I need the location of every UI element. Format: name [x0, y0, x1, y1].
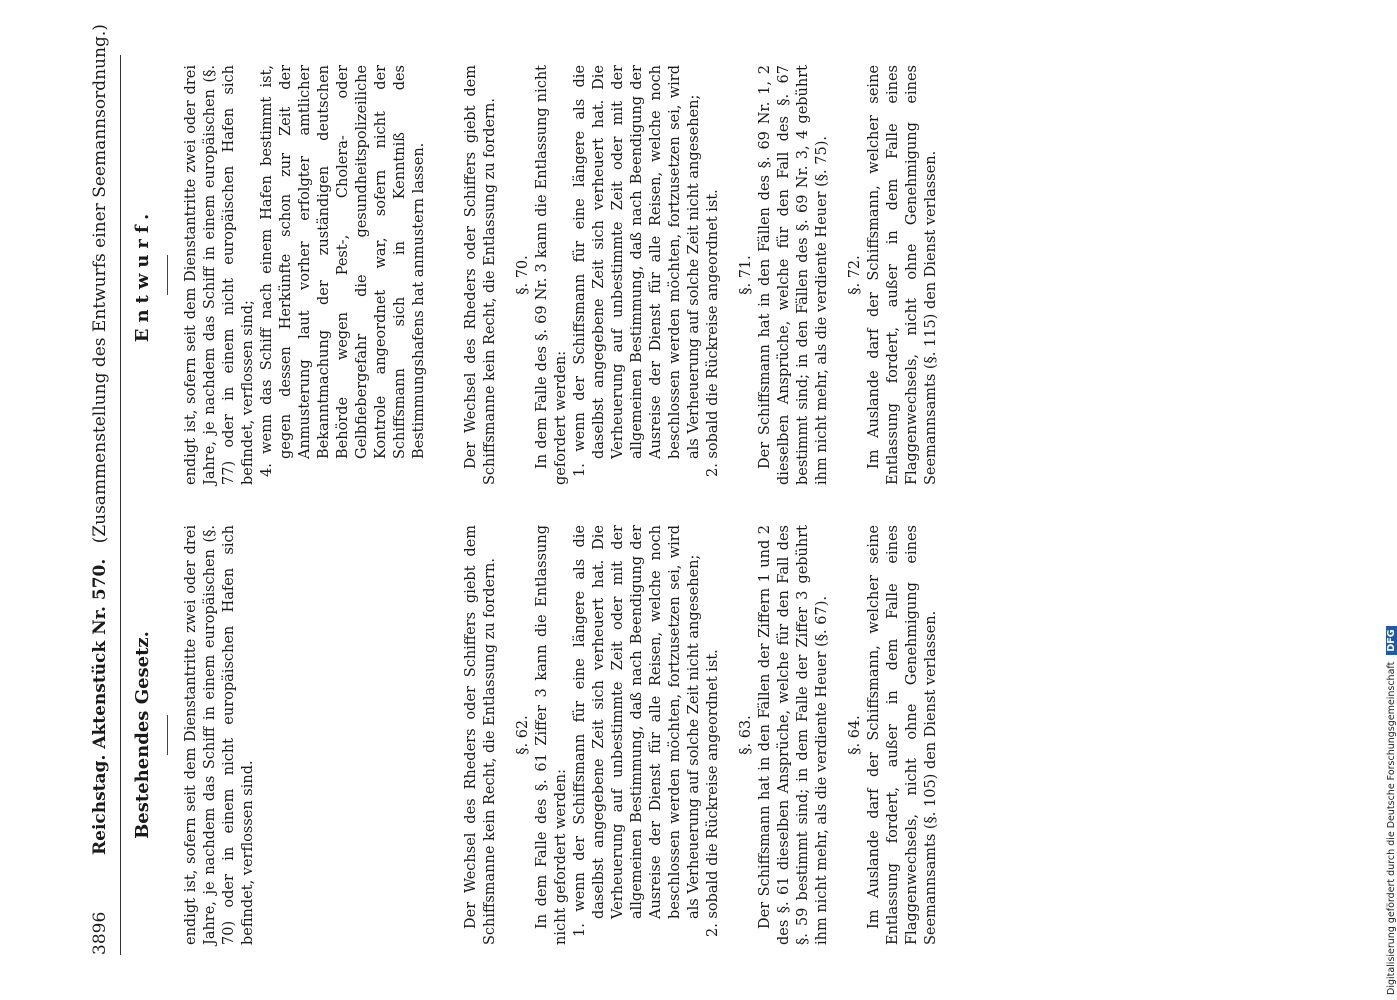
heading-divider	[167, 715, 168, 755]
left-column-lower	[462, 525, 941, 945]
page-header	[88, 24, 118, 955]
left-para-2: Der Wechsel des Rheders oder Schiffers giebt dem Schiffsmanne kein Recht, die Entlassung zu fordern.	[463, 525, 498, 945]
section-72-heading: §. 72.	[847, 255, 863, 295]
section-62-heading: §. 62.	[515, 715, 531, 755]
section-64-text: Im Auslande darf der Schiffsmann, welcher seine Entlassung fordert, außer in dem Falle eines Flaggenwechsels, nicht ohne Genehmigung eines Seemannsamts (§. 105) den Dienst verlassen.	[866, 525, 939, 945]
section-63-heading: §. 63.	[738, 715, 754, 755]
left-column-current-law	[132, 525, 258, 945]
dfg-logo: DFG	[1386, 626, 1397, 654]
digitization-credit	[1386, 626, 1397, 995]
credit-text: Digitalisierung gefördert durch die Deutsche Forschungsgemeinschaft	[1386, 661, 1397, 995]
running-title	[90, 24, 110, 855]
header-rule	[120, 55, 121, 955]
right-column-heading: Entwurf.	[132, 207, 153, 343]
section-72-text: Im Auslande darf der Schiffsmann, welcher seine Entlassung fordert, außer in dem Falle eines Flaggenwechsels, nicht ohne Genehmigung eines Seemannsamts (§. 115) den Dienst verlassen.	[866, 65, 939, 485]
right-para-1: endigt ist, sofern seit dem Dienstantritte zwei oder drei Jahre, je nachdem das Schiff in einem europäischen (§. 77) oder in einem nicht europäischen Hafen sich befindet, verflossen sind;	[183, 65, 256, 485]
section-71-heading: §. 71.	[738, 255, 754, 295]
running-title-bold: Reichstag. Aktenstück Nr. 570.	[90, 558, 110, 855]
section-70-heading: §. 70.	[515, 255, 531, 295]
right-item-4: 4. wenn das Schiff nach einem Hafen bestimmt ist, gegen dessen Herkünfte schon zur Zeit der Anmusterung laut vorher erfolgter amtlicher Bekanntmachung der zuständigen deutschen Behörde wegen Pest-, Cholera- oder Gelbfiebergefahr die gesundheitspolizeiliche Kontrole angeordnet war, sofern nicht der Schiffsmann sich in Kenntniß des Bestimmungshafens hat anmustern lassen.	[259, 65, 427, 477]
section-63-text: Der Schiffsmann hat in den Fällen der Ziffern 1 und 2 des §. 61 dieselben Ansprüche, welche für den Fall des §. 59 bestimmt sind; in dem Falle der Ziffer 3 gebührt ihm nicht mehr, als die verdiente Heuer (§. 67).	[757, 525, 830, 945]
section-62-item-1: 1. wenn der Schiffsmann für eine längere als die daselbst angegebene Zeit sich verheuert hat. Die Verheuerung auf unbestimmte Zeit oder mit der allgemeinen Bestimmung, daß nach Beendigung der Ausreise der Dienst für alle Reisen, welche noch beschlossen werden möchten, fortzusetzen sei, wird als Verheuerung auf solche Zeit nicht angesehen;	[572, 525, 702, 937]
section-70-item-2: 2. sobald die Rückreise angeordnet ist.	[705, 189, 721, 477]
right-para-2: Der Wechsel des Rheders oder Schiffers giebt dem Schiffsmanne kein Recht, die Entlassung zu fordern.	[463, 65, 498, 485]
heading-divider-right	[167, 255, 168, 295]
page-number: 3896	[90, 911, 110, 955]
running-title-rest: (Zusammenstellung des Entwurfs einer Seemannsordnung.)	[90, 24, 110, 544]
section-64-heading: §. 64.	[847, 715, 863, 755]
section-71-text: Der Schiffsmann hat in den Fällen des §. 69 Nr. 1, 2 dieselben Ansprüche, welche für den Fall des §. 67 bestimmt sind; in den Fällen des §. 69 Nr. 3, 4 gebührt ihm nicht mehr, als die verdiente Heuer (§. 75).	[757, 65, 830, 485]
section-62-item-2: 2. sobald die Rückreise angeordnet ist.	[705, 649, 721, 937]
right-column-draft	[132, 65, 429, 485]
section-70-text: In dem Falle des §. 69 Nr. 3 kann die Entlassung nicht gefordert werden:	[534, 65, 569, 485]
right-column-lower	[462, 65, 941, 485]
section-70-item-1: 1. wenn der Schiffsmann für eine längere als die daselbst angegebene Zeit sich verheuert hat. Die Verheuerung auf unbestimmte Zeit oder mit der allgemeinen Bestimmung, daß nach Beendigung der Ausreise der Dienst für alle Reisen, welche noch beschlossen werden möchten, fortzusetzen sei, wird als Verheuerung auf solche Zeit nicht angesehen;	[572, 65, 702, 477]
section-62-text: In dem Falle des §. 61 Ziffer 3 kann die Entlassung nicht gefordert werden:	[534, 525, 569, 945]
left-column-heading: Bestehendes Gesetz.	[132, 631, 153, 839]
rotated-page	[40, 24, 1340, 955]
left-para-1: endigt ist, sofern seit dem Dienstantritte zwei oder drei Jahre, je nachdem das Schiff in einem europäischen (§. 70) oder in einem nicht europäischen Hafen sich befindet, verflossen sind.	[183, 525, 256, 945]
